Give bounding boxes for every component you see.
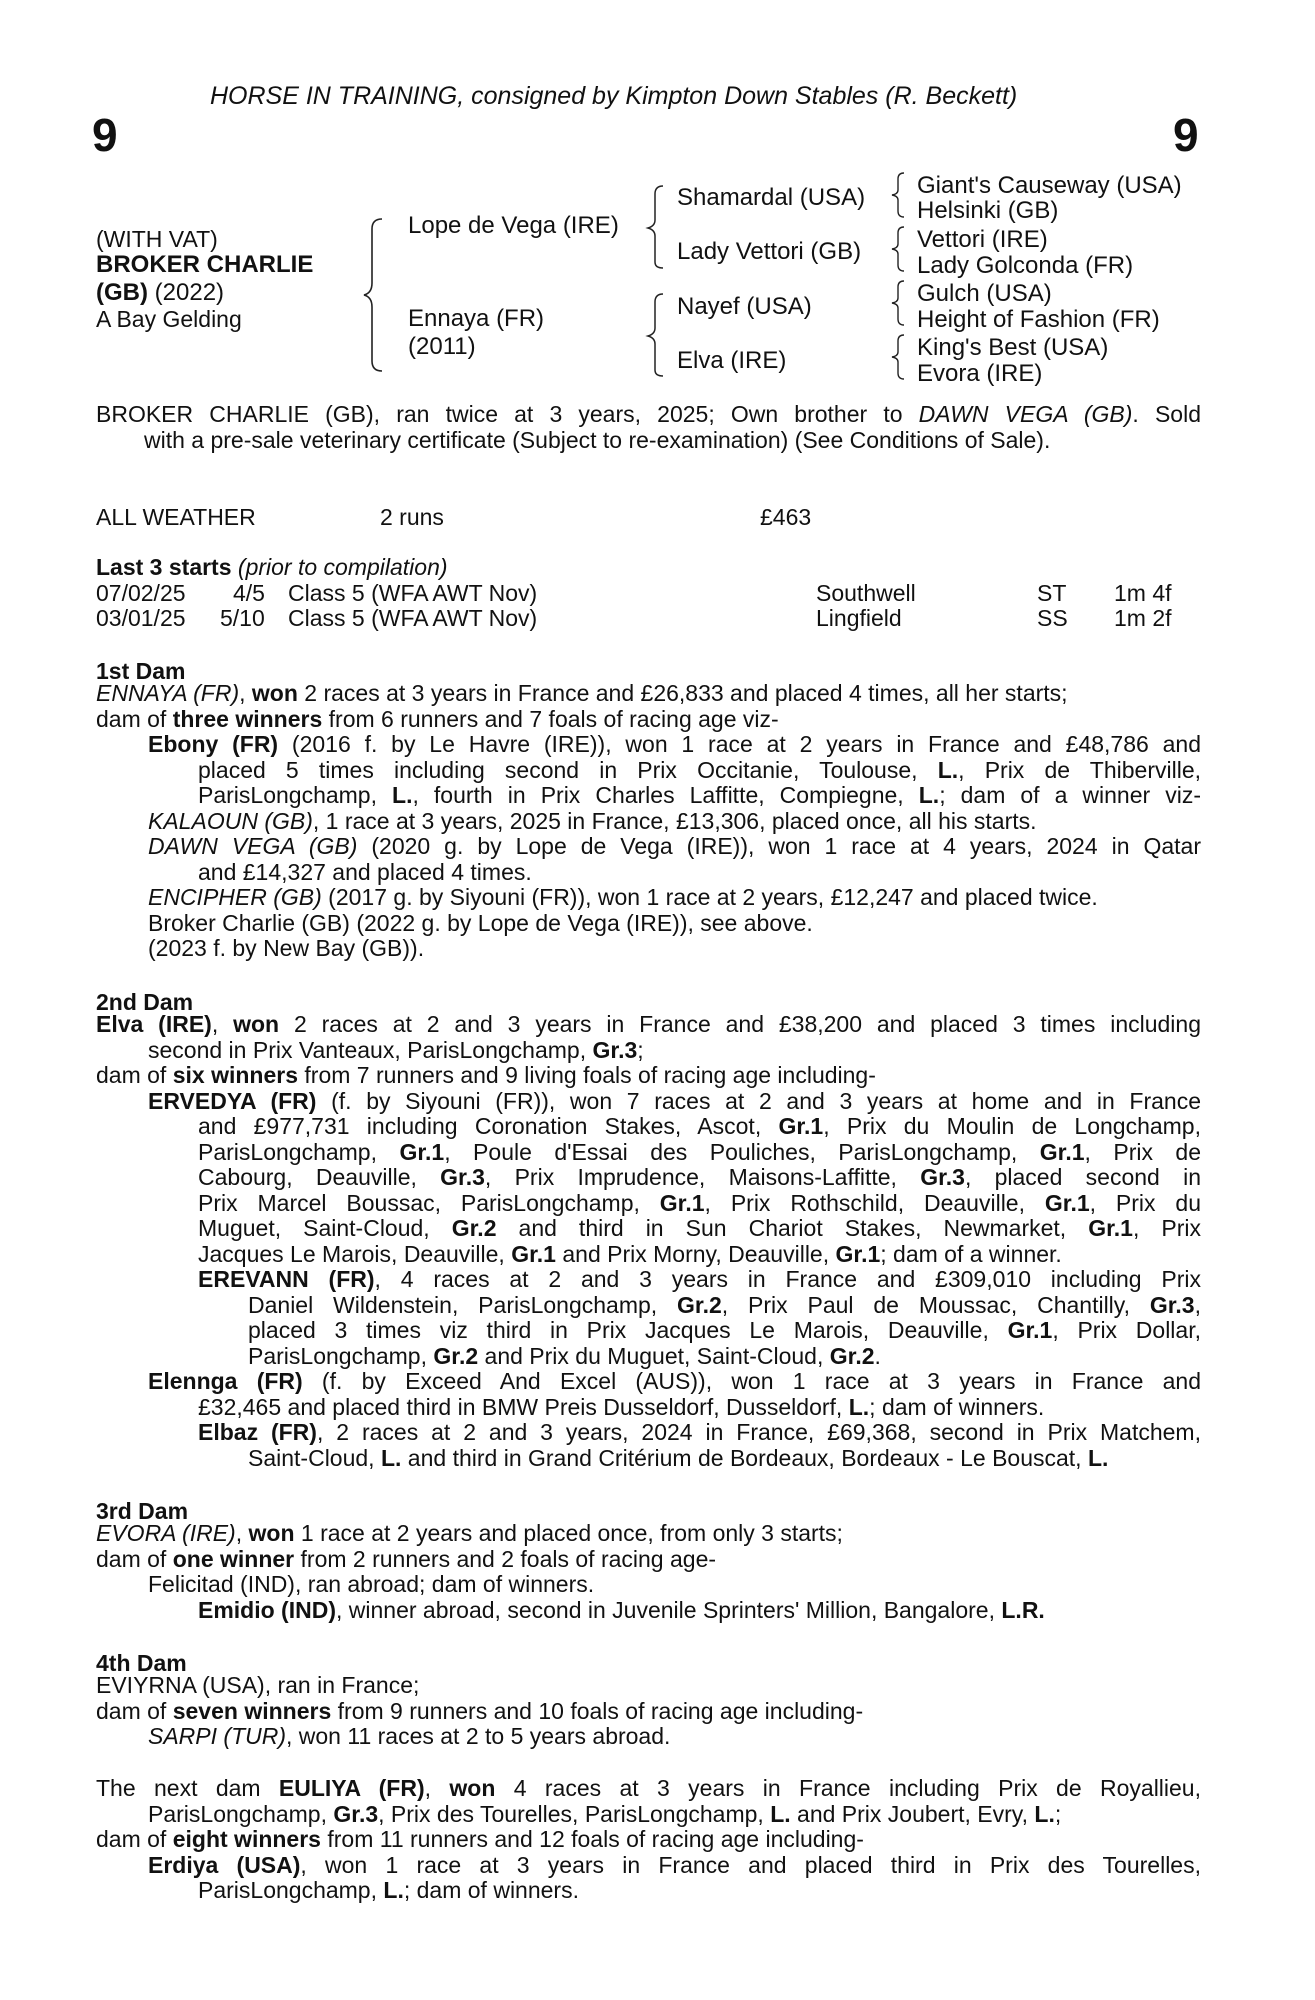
- text-run: EVORA (IRE): [96, 1520, 236, 1546]
- text-run: , Prix: [1132, 1215, 1202, 1241]
- text-line: [96, 1827, 1201, 1853]
- text-line: [96, 1267, 1201, 1293]
- pedigree-sire-sire: Shamardal (USA): [677, 184, 866, 211]
- summary-vet: with a pre-sale veterinary certificate (Subject to re-examination) (See Conditions of Sale).: [144, 426, 1051, 453]
- start-date: 07/02/25: [96, 580, 186, 606]
- text-line: [96, 1878, 1201, 1904]
- text-run: dam of: [96, 1826, 173, 1852]
- pedigree-g2: Helsinki (GB): [917, 197, 1059, 224]
- text-run: Gr.2: [433, 1342, 479, 1369]
- start-race: Class 5 (WFA AWT Nov): [288, 605, 538, 631]
- text-run: Cabourg, Deauville,: [198, 1164, 441, 1190]
- text-run: ;: [637, 1036, 644, 1063]
- text-run: Gr.3: [440, 1164, 485, 1190]
- third-dam-title: 3rd Dam: [96, 1498, 189, 1524]
- text-run: ENNAYA (FR): [96, 680, 240, 706]
- next-dam-section: [96, 1776, 1201, 1904]
- text-run: L.: [1034, 1800, 1055, 1827]
- text-run: dam of: [96, 1062, 173, 1088]
- text-run: from 7 runners and 9 living foals of racing age including-: [298, 1062, 876, 1088]
- summary-text: BROKER CHARLIE (GB), ran twice at 3 years, 2025; Own brother to: [96, 401, 919, 427]
- text-run: one winner: [172, 1545, 295, 1572]
- text-run: won: [248, 1520, 295, 1546]
- text-run: , placed second in: [964, 1164, 1201, 1190]
- text-run: 2 races at 3 years in France and £26,833 and placed 4 times, all her starts;: [297, 680, 1068, 706]
- text-run: 1 race at 2 years and placed once, from only 3 starts;: [294, 1520, 843, 1546]
- text-run: Elbaz (FR): [198, 1419, 317, 1445]
- text-run: £32,465 and placed third in BMW Preis Dusseldorf, Dusseldorf,: [198, 1393, 849, 1420]
- start-course: Lingfield: [816, 605, 902, 631]
- text-run: dam of: [96, 1697, 173, 1724]
- text-run: Gr.1: [778, 1113, 824, 1139]
- text-run: Daniel Wildenstein, ParisLongchamp,: [248, 1291, 678, 1318]
- text-run: , won 11 races at 2 to 5 years abroad.: [286, 1723, 671, 1749]
- text-run: Gr.2: [829, 1342, 875, 1369]
- text-run: Gr.1: [1039, 1138, 1085, 1165]
- text-line: [96, 1038, 1201, 1064]
- text-run: and £14,327 and placed 4 times.: [198, 858, 532, 885]
- text-run: Gr.3: [333, 1800, 379, 1827]
- pedigree-brace-dam: [645, 290, 667, 380]
- text-line: [96, 402, 1201, 428]
- text-run: from 11 runners and 12 foals of racing age including-: [320, 1826, 864, 1852]
- text-run: The next dam: [96, 1775, 279, 1801]
- pedigree-g6: Height of Fashion (FR): [917, 306, 1160, 333]
- text-run: , Prix Rothschild, Deauville,: [704, 1189, 1045, 1216]
- text-run: L.R.: [1001, 1596, 1045, 1623]
- start-going: ST: [1037, 580, 1067, 606]
- pedigree-g4: Lady Golconda (FR): [917, 252, 1134, 279]
- start-distance: 1m 2f: [1114, 605, 1172, 631]
- text-run: L.: [918, 782, 940, 808]
- text-line: [96, 1063, 1201, 1089]
- text-run: dam of: [96, 705, 173, 732]
- text-run: Gr.1: [511, 1240, 556, 1267]
- pedigree-g1: Giant's Causeway (USA): [917, 172, 1182, 199]
- summary-paragraph: [96, 402, 1201, 453]
- text-run: L.: [937, 756, 959, 783]
- text-line: [96, 1547, 1201, 1573]
- text-run: , won 1 race at 3 years in France and placed third in Prix des Tourelles,: [300, 1851, 1201, 1878]
- text-run: placed 3 times viz third in Prix Jacques Le Marois, Deauville,: [248, 1317, 1008, 1343]
- lot-number-right: 9: [1173, 109, 1199, 161]
- text-run: Jacques Le Marois, Deauville,: [198, 1240, 512, 1267]
- text-run: ; dam of winners.: [869, 1393, 1045, 1420]
- pedigree-dam: Ennaya (FR): [408, 305, 545, 332]
- text-run: (2017 g. by Siyouni (FR)), won 1 race at 2 years, £12,247 and placed twice.: [321, 884, 1098, 910]
- text-run: Elennga (FR): [148, 1368, 303, 1394]
- text-run: eight winners: [172, 1826, 321, 1852]
- vat-note: (WITH VAT): [96, 226, 218, 252]
- pedigree-sire: Lope de Vega (IRE): [408, 212, 619, 239]
- text-run: , Prix Paul de Moussac, Chantilly,: [721, 1291, 1150, 1318]
- pedigree-sire-dam: Lady Vettori (GB): [677, 238, 862, 265]
- text-run: Gr.1: [1007, 1317, 1053, 1343]
- text-run: , Prix de: [1084, 1138, 1201, 1165]
- text-line: [96, 1853, 1201, 1879]
- start-course: Southwell: [816, 580, 916, 606]
- text-run: EULIYA (FR): [278, 1775, 425, 1801]
- text-run: ParisLongchamp,: [198, 1877, 384, 1903]
- first-dam-section: [96, 681, 1201, 962]
- pedigree-brace-g34: [888, 224, 908, 274]
- text-run: (2020 g. by Lope de Vega (IRE)), won 1 race at 4 years, 2024 in Qatar: [357, 833, 1201, 859]
- text-run: Gr.3: [1149, 1291, 1195, 1318]
- text-run: from 9 runners and 10 foals of racing age including-: [331, 1697, 864, 1724]
- text-line: [96, 1318, 1201, 1344]
- text-run: .: [874, 1342, 881, 1369]
- last-starts-title: Last 3 starts: [96, 554, 232, 580]
- text-line: [96, 732, 1201, 758]
- text-run: , Prix Imprudence, Maisons-Laffitte,: [484, 1164, 921, 1190]
- text-run: won: [233, 1011, 280, 1037]
- pedigree-brace-g78: [888, 332, 908, 382]
- text-run: L.: [380, 1444, 402, 1471]
- start-race: Class 5 (WFA AWT Nov): [288, 580, 538, 606]
- text-line: [96, 809, 1201, 835]
- text-run: KALAOUN (GB): [148, 807, 313, 834]
- pedigree-dam-dam: Elva (IRE): [677, 347, 787, 374]
- third-dam-section: [96, 1521, 1201, 1623]
- text-run: , Prix de Thiberville,: [958, 756, 1201, 783]
- text-run: (2023 f. by New Bay (GB)).: [148, 935, 425, 961]
- text-line: [96, 1802, 1201, 1828]
- page-header: HORSE IN TRAINING, consigned by Kimpton Down Stables (R. Beckett): [210, 82, 1018, 110]
- text-run: ERVEDYA (FR): [148, 1087, 317, 1114]
- text-run: , 2 races at 2 and 3 years, 2024 in France, £69,368, second in Prix Matchem,: [316, 1419, 1201, 1445]
- text-line: [96, 1140, 1201, 1166]
- horse-country: (GB): [96, 279, 148, 306]
- text-run: won: [251, 680, 298, 706]
- text-line: [96, 1191, 1201, 1217]
- text-line: [96, 885, 1201, 911]
- text-line: [96, 758, 1201, 784]
- text-run: , winner abroad, second in Juvenile Sprinters' Million, Bangalore,: [336, 1596, 1002, 1623]
- text-run: , Prix des Tourelles, ParisLongchamp,: [378, 1800, 771, 1827]
- text-run: Saint-Cloud,: [248, 1444, 381, 1471]
- second-dam-title: 2nd Dam: [96, 989, 194, 1015]
- start-distance: 1m 4f: [1114, 580, 1172, 606]
- summary-brother: DAWN VEGA (GB): [918, 401, 1133, 427]
- text-run: won: [449, 1775, 496, 1801]
- text-run: and Prix Joubert, Evry,: [790, 1800, 1035, 1827]
- text-run: ENCIPHER (GB): [148, 884, 322, 910]
- text-run: ParisLongchamp,: [198, 1138, 400, 1165]
- text-line: [96, 1395, 1201, 1421]
- text-run: dam of: [96, 1545, 173, 1572]
- text-run: Ebony (FR): [148, 731, 279, 757]
- text-run: , Poule d'Essai des Pouliches, ParisLongchamp,: [444, 1138, 1040, 1165]
- text-run: L.: [770, 1800, 791, 1827]
- record-runs: 2 runs: [380, 504, 444, 530]
- pedigree-brace-g12: [888, 170, 908, 220]
- text-line: [96, 1165, 1201, 1191]
- first-dam-title: 1st Dam: [96, 658, 186, 684]
- horse-name: BROKER CHARLIE: [96, 251, 314, 278]
- start-date: 03/01/25: [96, 605, 186, 631]
- text-run: Felicitad (IND), ran abroad; dam of winners.: [148, 1571, 595, 1597]
- text-line: [96, 1724, 1201, 1750]
- text-run: second in Prix Vanteaux, ParisLongchamp,: [148, 1036, 593, 1063]
- last-starts-heading: [96, 556, 448, 579]
- pedigree-g3: Vettori (IRE): [917, 226, 1048, 253]
- text-run: ; dam of winners.: [403, 1877, 579, 1903]
- text-run: Gr.2: [677, 1291, 722, 1318]
- text-run: EVIYRNA (USA), ran in France;: [96, 1672, 420, 1698]
- text-run: and Prix du Muguet, Saint-Cloud,: [478, 1342, 830, 1369]
- text-run: , Prix du Moulin de Longchamp,: [823, 1113, 1201, 1139]
- pedigree-g7: King's Best (USA): [917, 334, 1109, 361]
- summary-sold: . Sold: [1132, 401, 1201, 427]
- text-run: L.: [1087, 1444, 1109, 1471]
- text-line: [96, 1521, 1201, 1547]
- text-line: [96, 1216, 1201, 1242]
- record-earnings: £463: [760, 504, 812, 530]
- text-line: [96, 1114, 1201, 1140]
- text-run: ParisLongchamp,: [248, 1342, 434, 1369]
- text-run: L.: [392, 782, 413, 808]
- record-surface: ALL WEATHER: [96, 504, 256, 530]
- text-line: [96, 1699, 1201, 1725]
- lot-number-left: 9: [92, 109, 118, 161]
- text-run: Erdiya (USA): [148, 1851, 301, 1878]
- text-line: [96, 1089, 1201, 1115]
- text-run: from 2 runners and 2 foals of racing age-: [294, 1545, 717, 1572]
- pedigree-g5: Gulch (USA): [917, 280, 1052, 307]
- text-run: Broker Charlie (GB) (2022 g. by Lope de Vega (IRE)), see above.: [148, 909, 813, 936]
- text-run: Gr.1: [1044, 1189, 1090, 1216]
- text-line: [96, 1344, 1201, 1370]
- text-line: [96, 834, 1201, 860]
- text-run: ; dam of a winner.: [880, 1240, 1062, 1267]
- text-run: Gr.1: [835, 1240, 881, 1267]
- text-run: Gr.2: [451, 1215, 497, 1241]
- text-line: [96, 1446, 1201, 1472]
- text-run: and Prix Morny, Deauville,: [555, 1240, 836, 1267]
- pedigree-dam-sire: Nayef (USA): [677, 293, 812, 320]
- text-run: ;: [1054, 1800, 1062, 1827]
- text-run: from 6 runners and 7 foals of racing age viz-: [322, 705, 779, 732]
- pedigree-brace-main: [360, 215, 390, 375]
- text-run: , 1 race at 3 years, 2025 in France, £13,306, placed once, all his starts.: [312, 807, 1037, 834]
- text-run: 4 races at 3 years in France including Prix de Royallieu,: [495, 1775, 1201, 1801]
- text-run: , 4 races at 2 and 3 years in France and £309,010 including Prix: [374, 1266, 1201, 1292]
- text-run: and £977,731 including Coronation Stakes, Ascot,: [198, 1113, 779, 1139]
- text-run: ParisLongchamp,: [198, 782, 393, 808]
- text-run: L.: [848, 1393, 870, 1420]
- text-run: Gr.1: [659, 1189, 705, 1216]
- text-run: Muguet, Saint-Cloud,: [198, 1215, 452, 1241]
- text-run: ,: [211, 1011, 234, 1037]
- text-run: 2 races at 2 and 3 years in France and £38,200 and placed 3 times including: [279, 1011, 1201, 1037]
- text-run: six winners: [172, 1062, 298, 1088]
- text-line: [96, 1293, 1201, 1319]
- text-run: (2016 f. by Le Havre (IRE)), won 1 race at 2 years in France and £48,786 and: [278, 731, 1201, 757]
- text-line: [96, 1776, 1201, 1802]
- last-starts-note: (prior to compilation): [237, 554, 448, 580]
- text-run: ,: [424, 1775, 450, 1801]
- text-run: ,: [239, 680, 252, 706]
- text-run: ,: [1194, 1291, 1201, 1318]
- text-line: [96, 681, 1201, 707]
- text-run: ,: [235, 1520, 249, 1546]
- text-run: Gr.3: [592, 1036, 638, 1063]
- text-run: , Prix Dollar,: [1052, 1317, 1201, 1343]
- fourth-dam-section: [96, 1673, 1201, 1750]
- text-line: [96, 1598, 1201, 1624]
- start-going: SS: [1037, 605, 1068, 631]
- text-run: and third in Grand Critérium de Bordeaux, Bordeaux - Le Bouscat,: [401, 1444, 1088, 1471]
- text-line: [96, 783, 1201, 809]
- text-run: Elva (IRE): [96, 1011, 212, 1037]
- start-position: 4/5: [233, 580, 265, 606]
- text-run: Gr.1: [1088, 1215, 1133, 1241]
- text-line: [96, 1420, 1201, 1446]
- text-run: DAWN VEGA (GB): [148, 833, 358, 859]
- text-run: Emidio (IND): [198, 1596, 336, 1623]
- horse-year: (2022): [147, 279, 225, 306]
- text-run: seven winners: [172, 1697, 332, 1724]
- text-run: (f. by Exceed And Excel (AUS)), won 1 race at 3 years in France and: [302, 1368, 1201, 1394]
- text-run: , Prix du: [1089, 1189, 1201, 1216]
- text-line: [96, 1369, 1201, 1395]
- pedigree-brace-sire: [645, 182, 667, 272]
- horse-country-year: [96, 281, 224, 305]
- text-run: ; dam of a winner viz-: [939, 782, 1201, 808]
- text-run: Gr.3: [920, 1164, 965, 1190]
- text-line: [96, 1242, 1201, 1268]
- text-run: , fourth in Prix Charles Laffitte, Compiegne,: [412, 782, 919, 808]
- text-run: and third in Sun Chariot Stakes, Newmarket,: [496, 1215, 1089, 1241]
- text-run: ParisLongchamp,: [148, 1800, 334, 1827]
- pedigree-brace-g56: [888, 278, 908, 328]
- text-run: Gr.1: [399, 1138, 445, 1165]
- text-run: (f. by Siyouni (FR)), won 7 races at 2 and 3 years at home and in France: [316, 1087, 1201, 1114]
- pedigree-dam-year: (2011): [408, 333, 476, 360]
- text-run: three winners: [172, 705, 323, 732]
- text-run: Prix Marcel Boussac, ParisLongchamp,: [198, 1189, 660, 1216]
- text-run: L.: [383, 1877, 404, 1903]
- text-line: [96, 707, 1201, 733]
- horse-description: A Bay Gelding: [96, 306, 242, 332]
- start-position: 5/10: [220, 605, 265, 631]
- text-line: [96, 1012, 1201, 1038]
- text-run: placed 5 times including second in Prix Occitanie, Toulouse,: [198, 756, 938, 783]
- pedigree-g8: Evora (IRE): [917, 360, 1043, 387]
- fourth-dam-title: 4th Dam: [96, 1650, 187, 1676]
- second-dam-section: [96, 1012, 1201, 1471]
- text-run: SARPI (TUR): [148, 1723, 286, 1749]
- text-run: EREVANN (FR): [198, 1266, 375, 1292]
